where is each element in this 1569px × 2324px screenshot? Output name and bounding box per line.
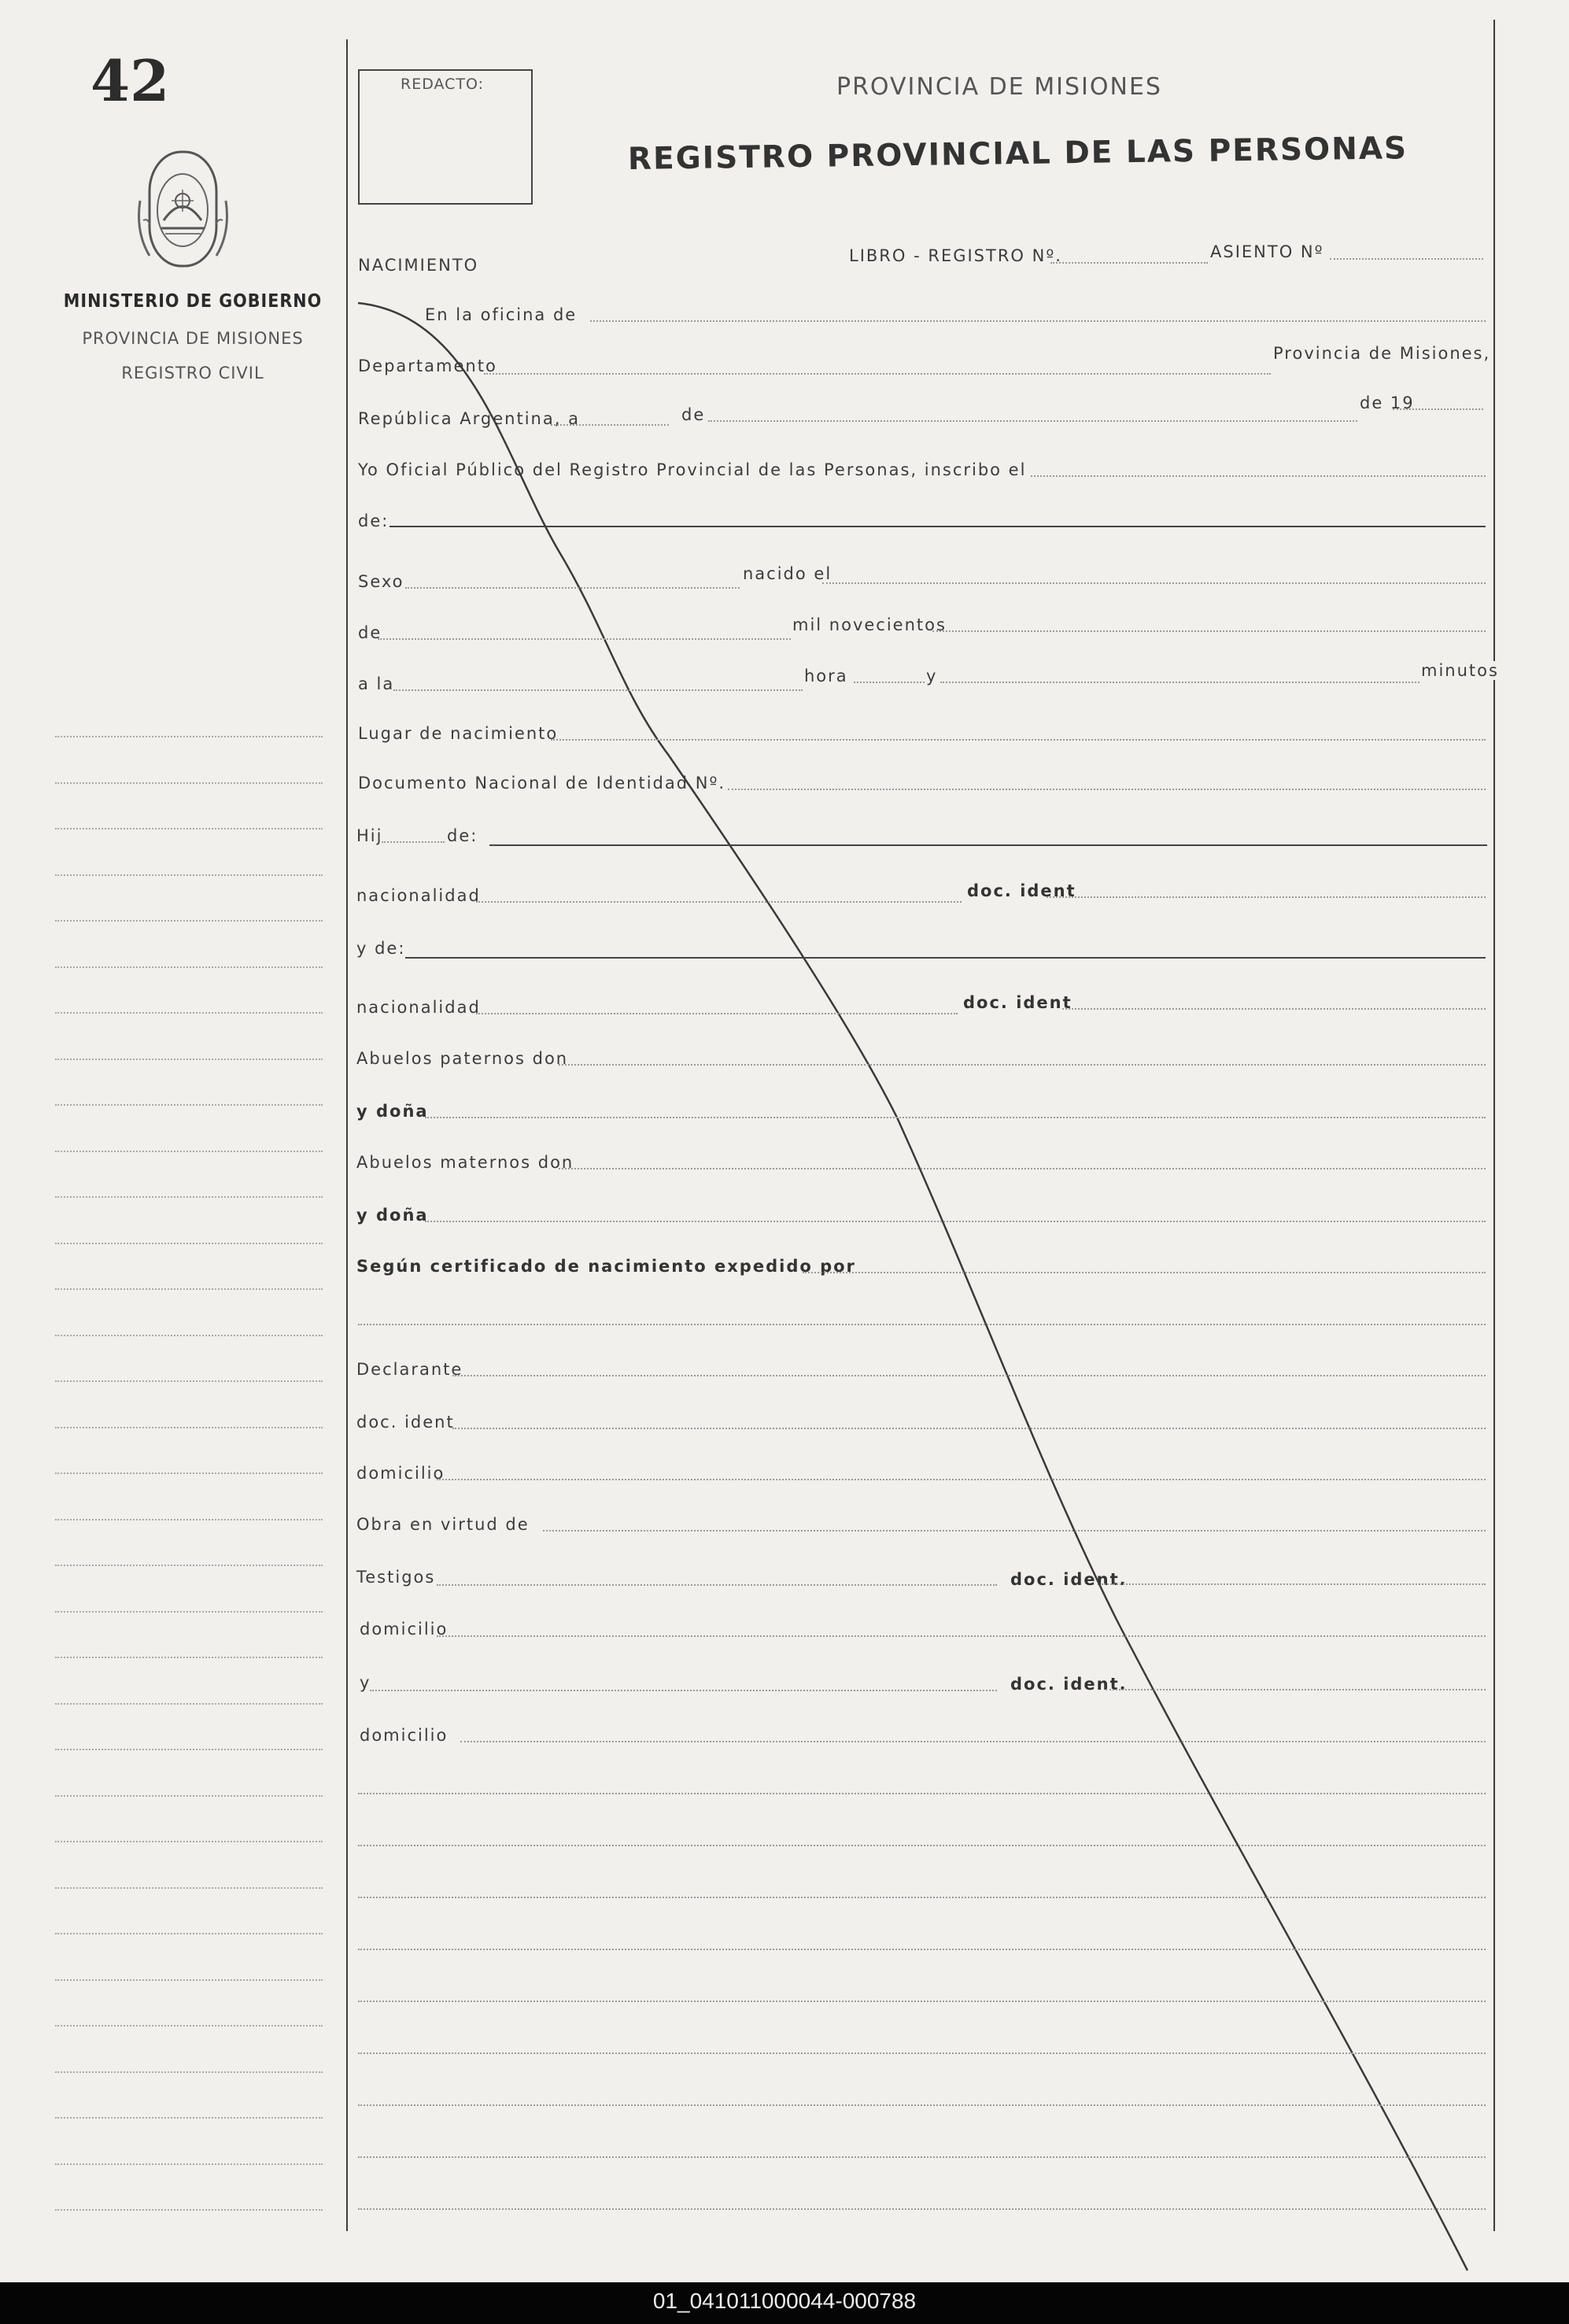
fill-line — [425, 1221, 1486, 1222]
segun-certificado-label: Según certificado de nacimiento expedido por — [356, 1257, 856, 1276]
footer-bar — [0, 2282, 1569, 2324]
margin-note-line — [55, 1288, 323, 1290]
margin-note-line — [55, 736, 323, 737]
hij-label: Hij — [356, 826, 383, 845]
fill-line — [1050, 262, 1208, 264]
fill-line — [484, 373, 1271, 375]
fill-line — [551, 424, 669, 426]
margin-note-line — [55, 1104, 323, 1106]
hora-label: hora — [804, 667, 848, 685]
de-label-2: de: — [358, 512, 389, 530]
margin-note-line — [55, 1887, 323, 1889]
margin-note-line — [55, 1979, 323, 1981]
fill-line — [559, 1064, 1486, 1066]
fill-line — [854, 682, 925, 683]
doc-ident-label-2: doc. ident — [963, 993, 1072, 1012]
margin-note-line — [55, 2209, 323, 2211]
margin-note-line — [55, 2071, 323, 2073]
doc-ident-label-1: doc. ident — [967, 881, 1076, 900]
margin-note-line — [55, 1380, 323, 1382]
nacido-el-label: nacido el — [743, 564, 832, 583]
registry-title: REGISTRO PROVINCIAL DE LAS PERSONAS — [627, 131, 1408, 177]
margin-note-line — [55, 1427, 323, 1428]
margin-note-line — [55, 1151, 323, 1152]
margin-note-line — [55, 1012, 323, 1014]
asiento-label: ASIENTO Nº — [1210, 242, 1324, 261]
fill-line — [728, 789, 1486, 790]
margin-note-line — [55, 920, 323, 922]
fill-line — [460, 1741, 1486, 1742]
margin-note-line — [55, 1196, 323, 1198]
margin-note-line — [55, 966, 323, 968]
fill-line — [425, 1117, 1486, 1118]
de-19-label: de 19 — [1360, 393, 1415, 412]
fill-line — [551, 739, 1486, 741]
lugar-nacimiento-label: Lugar de nacimiento — [358, 724, 559, 743]
fill-line — [476, 901, 962, 903]
fill-line — [370, 1690, 997, 1691]
margin-note-line — [55, 1703, 323, 1705]
fill-line — [1062, 1008, 1486, 1010]
fill-line — [708, 420, 1357, 422]
fill-line — [476, 1013, 958, 1014]
departamento-label: Departamento — [358, 357, 497, 375]
libro-registro-label: LIBRO - REGISTRO Nº. — [849, 246, 1062, 265]
fill-line — [822, 582, 1486, 584]
margin-note-line — [55, 1933, 323, 1934]
minutos-label: minutos — [1421, 661, 1499, 680]
fill-line — [1106, 1689, 1486, 1690]
margin-note-line — [55, 2117, 323, 2119]
name-line — [405, 957, 1486, 959]
margin-note-line — [55, 1795, 323, 1797]
ministry-heading: MINISTERIO DE GOBIERNO — [63, 291, 323, 312]
redacto-label: REDACTO: — [401, 76, 485, 93]
margin-note-line — [55, 1841, 323, 1842]
domicilio-label-3: domicilio — [360, 1726, 449, 1745]
y-dona-label-1: y doña — [356, 1102, 429, 1121]
fill-line — [1102, 1583, 1486, 1585]
y-label-1: y — [926, 667, 938, 685]
abuelos-maternos-label: Abuelos maternos don — [356, 1153, 574, 1172]
fill-line — [405, 587, 740, 589]
fill-line — [437, 1584, 997, 1586]
fill-line — [932, 630, 1486, 632]
fill-line — [358, 1324, 1486, 1325]
fill-line — [393, 689, 803, 691]
fill-line — [437, 1479, 1486, 1480]
domicilio-label-1: domicilio — [356, 1464, 445, 1483]
margin-note-line — [55, 1657, 323, 1658]
nacionalidad-label-1: nacionalidad — [356, 886, 481, 905]
fill-line — [543, 1530, 1486, 1531]
sexo-label: Sexo — [358, 572, 404, 591]
page-number: 42 — [90, 47, 170, 114]
doc-ident-label-5: doc. ident. — [1010, 1675, 1128, 1694]
y-dona-label-2: y doña — [356, 1206, 429, 1225]
oficina-label: En la oficina de — [425, 305, 578, 324]
blank-fill-line — [358, 1793, 1486, 1794]
blank-fill-line — [358, 2001, 1486, 2002]
name-line — [389, 526, 1486, 527]
fill-line — [378, 638, 791, 640]
document-code: 01_041011000044-000788 — [652, 2289, 917, 2313]
margin-note-line — [55, 1472, 323, 1474]
doc-ident-label-3: doc. ident — [356, 1413, 455, 1432]
testigos-label: Testigos — [356, 1568, 436, 1587]
documento-nacional-label: Documento Nacional de Identidad Nº. — [358, 774, 726, 793]
margin-note-line — [55, 1611, 323, 1613]
de-label-1: de — [681, 405, 706, 424]
fill-line — [590, 320, 1486, 322]
margin-note-line — [55, 1243, 323, 1244]
fill-line — [1031, 475, 1486, 477]
blank-fill-line — [358, 2052, 1486, 2054]
nacionalidad-label-2: nacionalidad — [356, 998, 481, 1017]
fill-line — [803, 1272, 1486, 1273]
fill-line — [1393, 408, 1483, 410]
de-label-3: de — [358, 623, 382, 642]
yo-oficial-label: Yo Oficial Público del Registro Provincial de las Personas, inscribo el — [358, 460, 1027, 479]
margin-note-line — [55, 874, 323, 876]
blank-fill-line — [358, 2208, 1486, 2210]
margin-note-line — [55, 1519, 323, 1520]
margin-note-line — [55, 1335, 323, 1336]
blank-fill-line — [358, 2104, 1486, 2106]
mil-novecientos-label: mil novecientos — [792, 615, 947, 634]
fill-line — [1047, 896, 1486, 898]
province-title: PROVINCIA DE MISIONES — [836, 73, 1162, 101]
doc-ident-label-4: doc. ident. — [1010, 1570, 1128, 1589]
abuelos-paternos-label: Abuelos paternos don — [356, 1049, 569, 1068]
obra-virtud-label: Obra en virtud de — [356, 1515, 530, 1534]
fill-line — [382, 841, 445, 843]
name-line — [489, 844, 1487, 846]
blank-fill-line — [358, 1897, 1486, 1898]
a-la-label: a la — [358, 674, 395, 693]
blank-fill-line — [358, 2156, 1486, 2158]
y-label-2: y — [360, 1673, 371, 1692]
nacimiento-label: NACIMIENTO — [358, 256, 479, 275]
domicilio-label-2: domicilio — [360, 1620, 449, 1639]
margin-note-line — [55, 2163, 323, 2165]
margin-note-line — [55, 1059, 323, 1060]
margin-note-line — [55, 828, 323, 829]
registry-subheading: REGISTRO CIVIL — [121, 364, 264, 382]
fill-line — [452, 1428, 1486, 1429]
provincia-misiones-label: Provincia de Misiones, — [1273, 344, 1491, 363]
de-label-4: de: — [447, 826, 478, 845]
declarante-label: Declarante — [356, 1360, 463, 1379]
fill-line — [452, 1375, 1486, 1376]
fill-line — [559, 1168, 1486, 1169]
blank-fill-line — [358, 1949, 1486, 1950]
fill-line — [437, 1635, 1486, 1637]
margin-note-line — [55, 1565, 323, 1566]
margin-note-line — [55, 2025, 323, 2027]
y-de-label: y de: — [356, 939, 406, 958]
margin-note-line — [55, 782, 323, 784]
republica-label: República Argentina, a — [358, 409, 580, 428]
blank-fill-line — [358, 1845, 1486, 1846]
province-subheading: PROVINCIA DE MISIONES — [82, 329, 304, 348]
fill-line — [940, 682, 1419, 683]
fill-line — [1330, 258, 1483, 260]
margin-note-line — [55, 1749, 323, 1750]
